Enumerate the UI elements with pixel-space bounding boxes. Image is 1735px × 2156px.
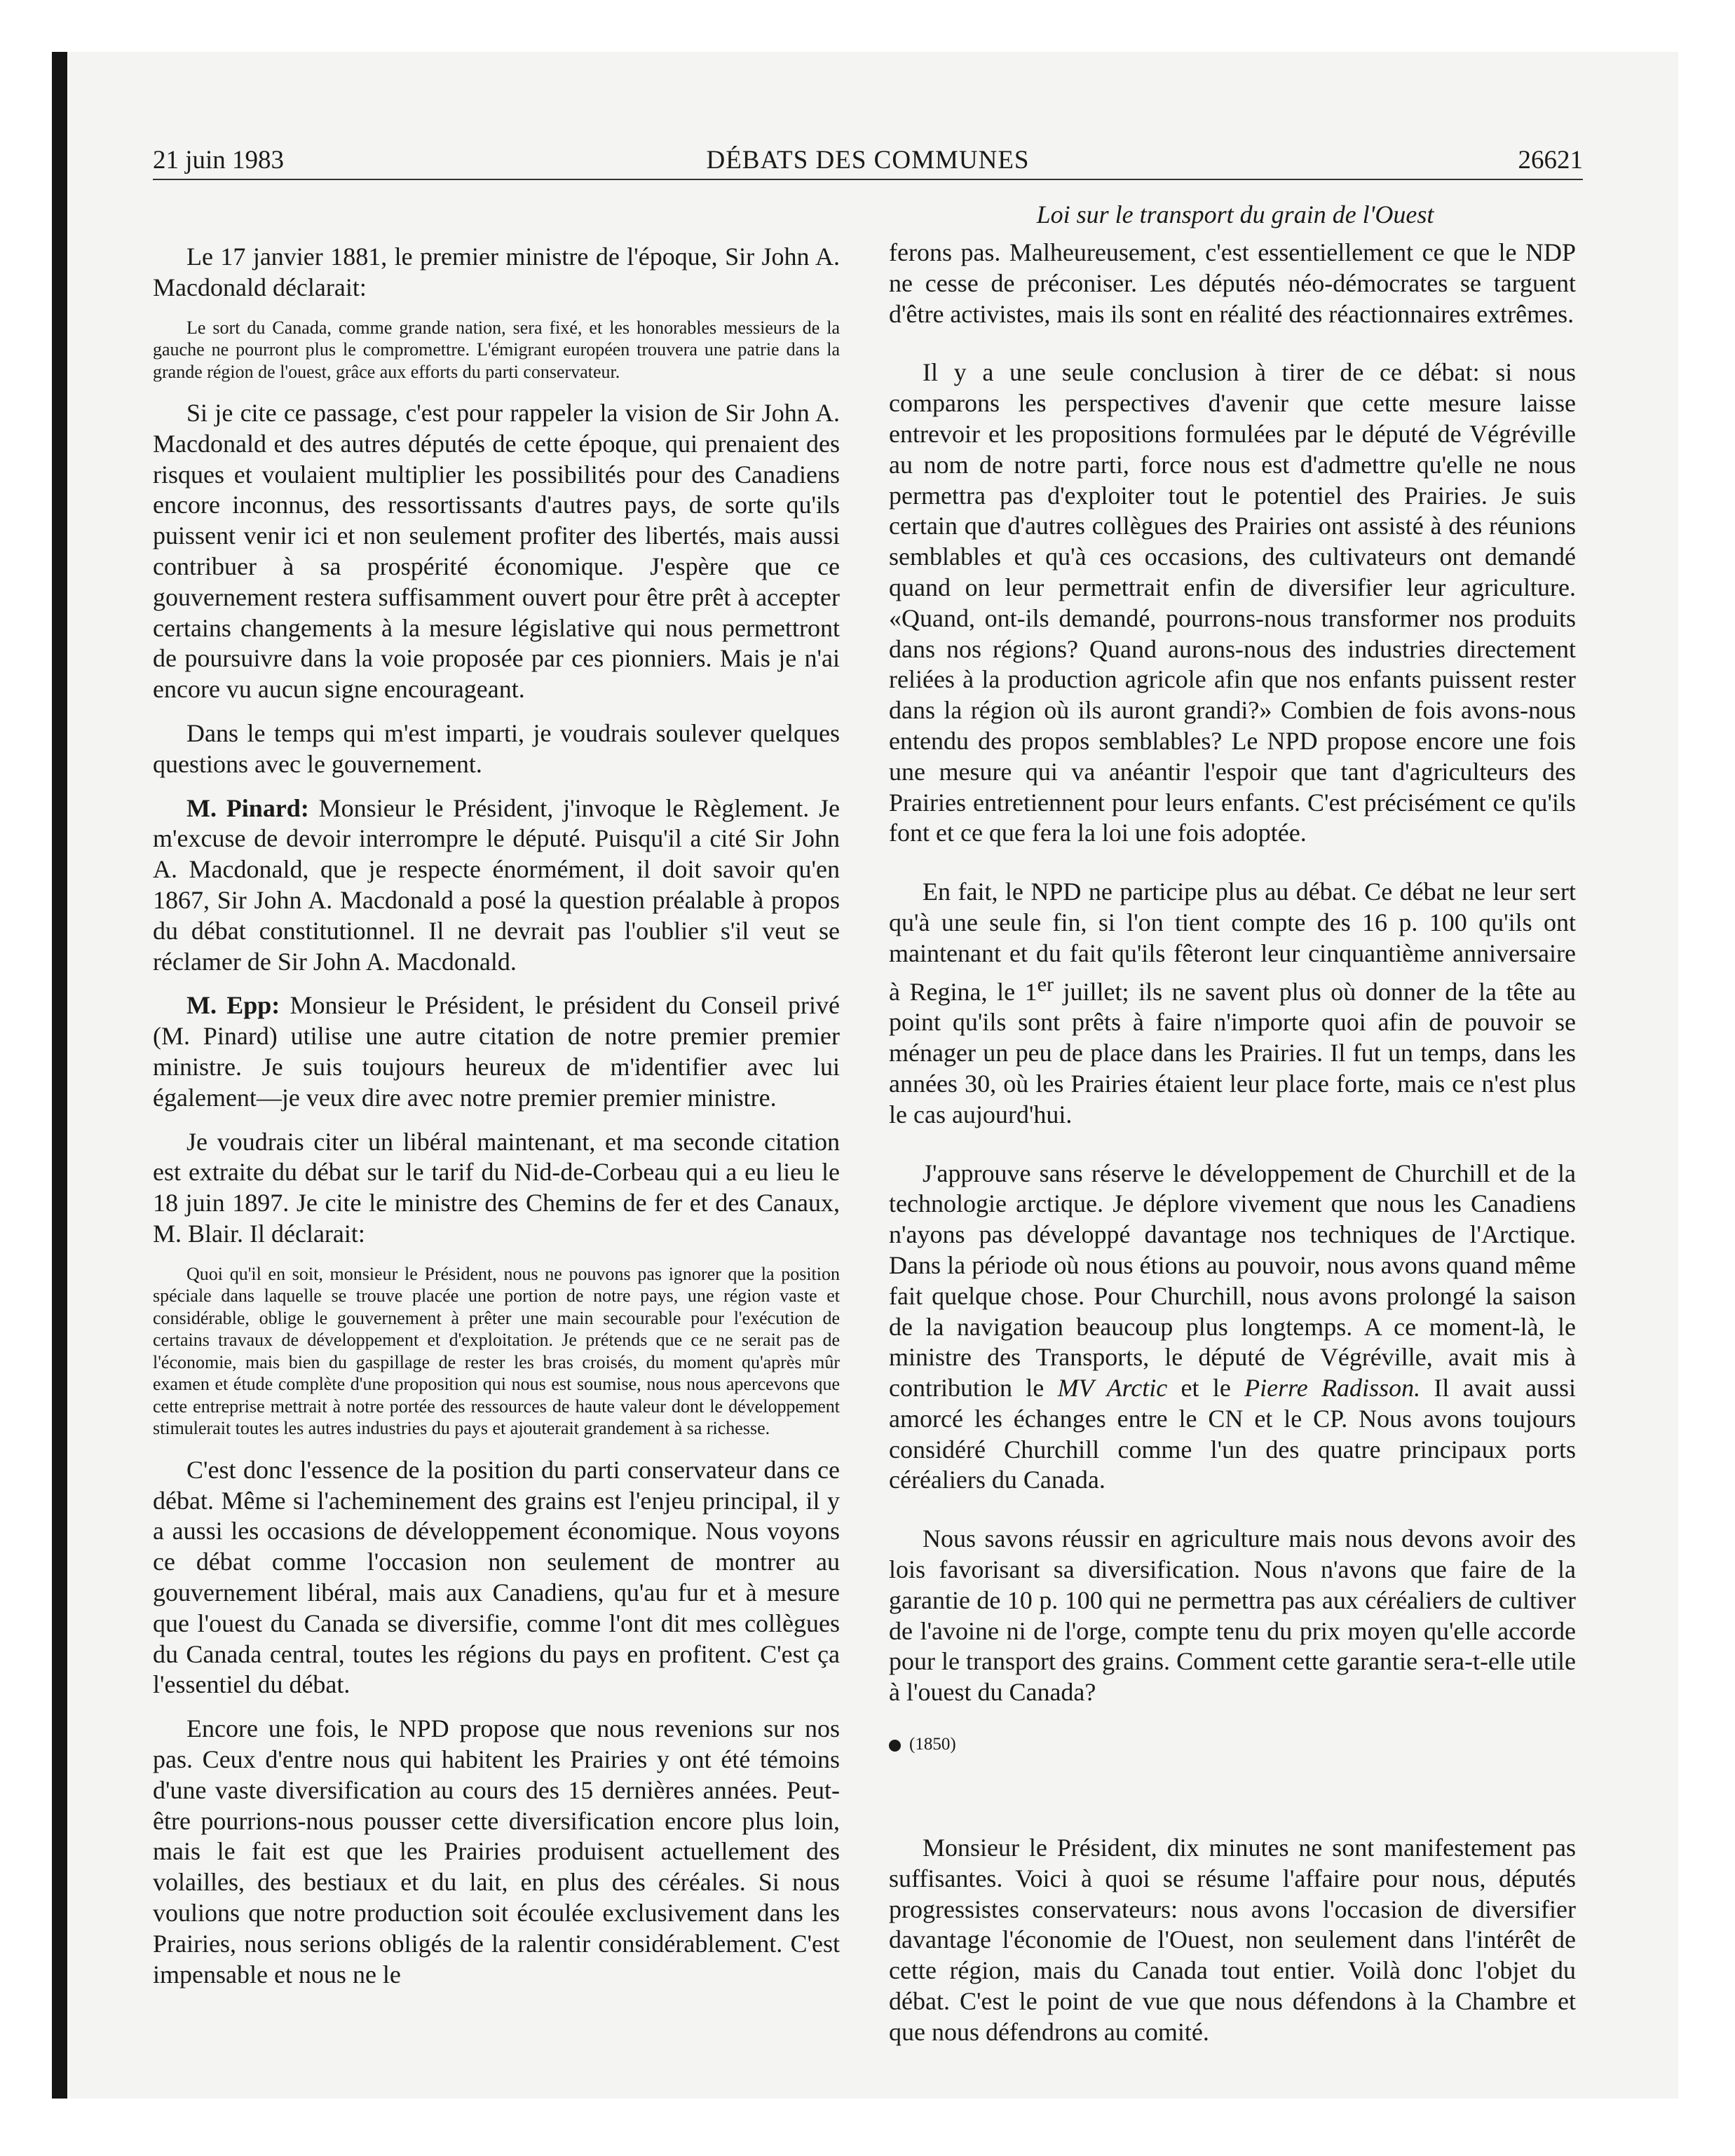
paragraph: Je voudrais citer un libéral maintenant, et ma seconde citation est extraite du débat sur le tarif du Nid-de-Corbeau qui a eu lieu le 18 juin 1897. Je cite le ministre des Chemins de fer et des Canaux, M. Blair. Il déclarait: [153,1127,840,1248]
paragraph: Si je cite ce passage, c'est pour rappeler la vision de Sir John A. Macdonald et des autres députés de cette époque, qui prenaient des risques et voulaient multiplier les possibilités pour des Canadiens encore inconnus, des ressortissants d'autres pays, de sorte qu'ils puissent venir ici et non seulement profiter des libertés, mais aussi contribuer à sa prospérité économique. J'espère que ce gouvernement restera suffisamment ouvert pour être prêt à accepter certains changements à la mesure législative qui nous permettront de poursuivre dans la voie proposée par ces pionniers. Mais je n'ai encore vu aucun signe encourageant. [153,399,840,704]
text-run: J'approuve sans réserve le développement de Churchill et de la technologie arctique. Je déplore vivement que nous les Canadiens n'ayons pas développé davantage nos techniques de l'Arctique. Dans la période où nous étions au pouvoir, nous avons quand même fait quelque chose. Pour Churchill, nous avons prolongé la saison de la navigation beaucoup plus longtemps. A ce moment-là, le ministre des Transports, le député de Végréville, avait mis à contribution le [889,1159,1576,1403]
left-column [153,242,840,2003]
text-run: Il avait aussi amorcé les échanges entre le CN et le CP. Nous avons toujours considéré Churchill comme l'un des quatre principaux ports céréaliers du Canada. [889,1374,1576,1494]
speaker-name: M. Pinard: [186,793,309,822]
right-column [889,238,1576,2061]
page-number: 26621 [1518,146,1583,175]
paragraph: C'est donc l'essence de la position du parti conservateur dans ce débat. Même si l'acheminement des grains est l'enjeu principal, il y a aussi les occasions de développement économique. Nous voyons ce débat comme l'occasion non seulement de montrer au gouvernement libéral, mais aux Canadiens, qu'au fur et à mesure que l'ouest du Canada se diversifie, comme l'ont dit mes collègues du Canada central, toutes les régions du pays en profitent. C'est ça l'essentiel du débat. [153,1455,840,1699]
running-header [153,144,1583,177]
section-title: Loi sur le transport du grain de l'Ouest [1036,200,1434,228]
paragraph: Encore une fois, le NPD propose que nous revenions sur nos pas. Ceux d'entre nous qui habitent les Prairies y ont été témoins d'une vaste diversification au cours des 15 dernières années. Peut-être pourrions-nous pousser cette diversification encore plus loin, mais le fait est que les Prairies produisent actuellement des volailles, des bestiaux et du lait, en plus des céréales. Si nous voulions que notre production soit écoulée exclusivement dans les Prairies, nous serions obligés de la ralentir considérablement. C'est impensable et nous ne le [153,1714,840,1988]
paragraph: Le 17 janvier 1881, le premier ministre de l'époque, Sir John A. Macdonald déclarait: [153,243,840,301]
bullet-icon [889,1740,901,1752]
continued-paragraph: ferons pas. Malheureusement, c'est essentiellement ce que le NDP ne cesse de préconiser. Les députés néo-démocrates se targuent d'être activistes, mais ils sont en réalité des réactionnaires extrêmes. [889,238,1576,328]
scan-edge-shadow [52,52,67,2099]
header-rule [153,179,1583,180]
page [153,144,1583,2064]
paragraph: Dans le temps qui m'est imparti, je voudrais soulever quelques questions avec le gouvernement. [153,719,840,778]
speech-paragraph [153,793,840,978]
speech-text: Monsieur le Président, le président du Conseil privé (M. Pinard) utilise une autre citation de notre premier premier ministre. Je suis toujours heureux de m'identifier avec lui également—je veux dire avec notre premier premier ministre. [153,991,840,1112]
publication-title: DÉBATS DES COMMUNES [706,146,1030,175]
paragraph [889,877,1576,1130]
speech-text: Monsieur le Président, j'invoque le Règlement. Je m'excuse de devoir interrompre le député. Puisqu'il a cité Sir John A. Macdonald, que je respecte énormément, il doit savoir qu'en 1867, Sir John A. Macdonald a posé la question préalable à propos du débat constitutionnel. Il ne devrait pas l'oublier s'il veut se réclamer de Sir John A. Macdonald. [153,793,841,976]
text-run: En fait, le NPD ne participe plus au débat. Ce débat ne leur sert qu'à une seule fin, si l'on tient compte des 16 p. 100 qu'ils ont maintenant et du fait qu'ils fêteront leur cinquantième anniversaire à Regina, le 1 [889,878,1576,1006]
quotation: Quoi qu'il en soit, monsieur le Président, nous ne pouvons pas ignorer que la position spéciale dans laquelle se trouve placée une portion de notre pays, une région vaste et considérable, oblige le gouvernement à prêter une main secourable pour l'exécution de certains travaux de développement et d'exploitation. Je prétends que ce ne serait pas de l'économie, mais bien du gaspillage de rester les bras croisés, du moment qu'après mûr examen et étude complète d'une proposition qui nous est soumise, nous nous apercevons que cette entreprise mettrait à notre portée des ressources de haute valeur dont le développement stimulerait toutes les autres industries du pays et ajouterait grandement à sa richesse. [153,1263,840,1439]
header-date: 21 juin 1983 [153,146,285,175]
paragraph: Il y a une seule conclusion à tirer de ce débat: si nous comparons les perspectives d'avenir que cette mesure laisse entrevoir et les propositions formulées par le député de Végréville au nom de notre parti, force nous est d'admettre qu'elle ne nous permettra pas d'exploiter tout le potentiel des Prairies. Je suis certain que d'autres collègues des Prairies ont assisté à des réunions semblables et qu'à ces occasions, des cultivateurs ont demandé quand on leur permettrait enfin de diversifier leur agriculture. «Quand, ont-ils demandé, pourrons-nous transformer nos produits dans nos régions? Quand aurons-nous des industries directement reliées à la production agricole afin que nos enfants puissent rester dans la région où ils auront grandi?» Combien de fois avons-nous entendu des propos semblables? Le NPD propose encore une fois une mesure qui va anéantir l'espoir que tant d'agriculteurs des Prairies entretiennent pour leurs enfants. C'est précisément ce qu'ils font et ce que fera la loi une fois adoptée. [889,358,1576,847]
ship-name: MV Arctic [1057,1374,1168,1403]
text-run: et le [1167,1374,1245,1403]
ordinal-suffix: er [1037,972,1054,996]
quotation: Le sort du Canada, comme grande nation, sera fixé, et les honorables messieurs de la gauche ne pourront plus le compromettre. L'émigrant européen trouvera une patrie dans la grande région de l'ouest, grâce aux efforts du parti conservateur. [153,317,840,382]
paragraph [889,1159,1576,1496]
ship-name: Pierre Radisson. [1244,1374,1421,1403]
paragraph: Nous savons réussir en agriculture mais nous devons avoir des lois favorisant sa diversification. Nous n'avons que faire de la garantie de 10 p. 100 qui ne permettra pas aux céréaliers de cultiver de l'avoine ni de l'orge, compte tenu du prix moyen qu'elle accorde pour le transport des grains. Comment cette garantie sera-t-elle utile à l'ouest du Canada? [889,1524,1576,1707]
speech-paragraph [153,990,840,1113]
time-marker-text: (1850) [909,1735,956,1754]
text-run: juillet; ils ne savent plus où donner de la tête au point qu'ils sont prêts à faire n'importe quoi afin de pouvoir se ménager un peu de place dans les Prairies. Il fut un temps, dans les années 30, où les Prairies étaient leur place forte, mais ce n'est plus le cas aujourd'hui. [889,977,1577,1128]
paragraph: Monsieur le Président, dix minutes ne sont manifestement pas suffisantes. Voici à quoi se résume l'affaire pour nous, députés progressistes conservateurs: nous avons l'occasion de diversifier davantage l'économie de l'Ouest, non seulement dans l'intérêt de cette région, mais du Canada tout entier. Voilà donc l'objet du débat. C'est le point de vue que nous défendons à la Chambre et que nous défendrons au comité. [889,1834,1576,2046]
speaker-name: M. Epp: [186,991,280,1020]
time-marker [889,1733,1576,1756]
